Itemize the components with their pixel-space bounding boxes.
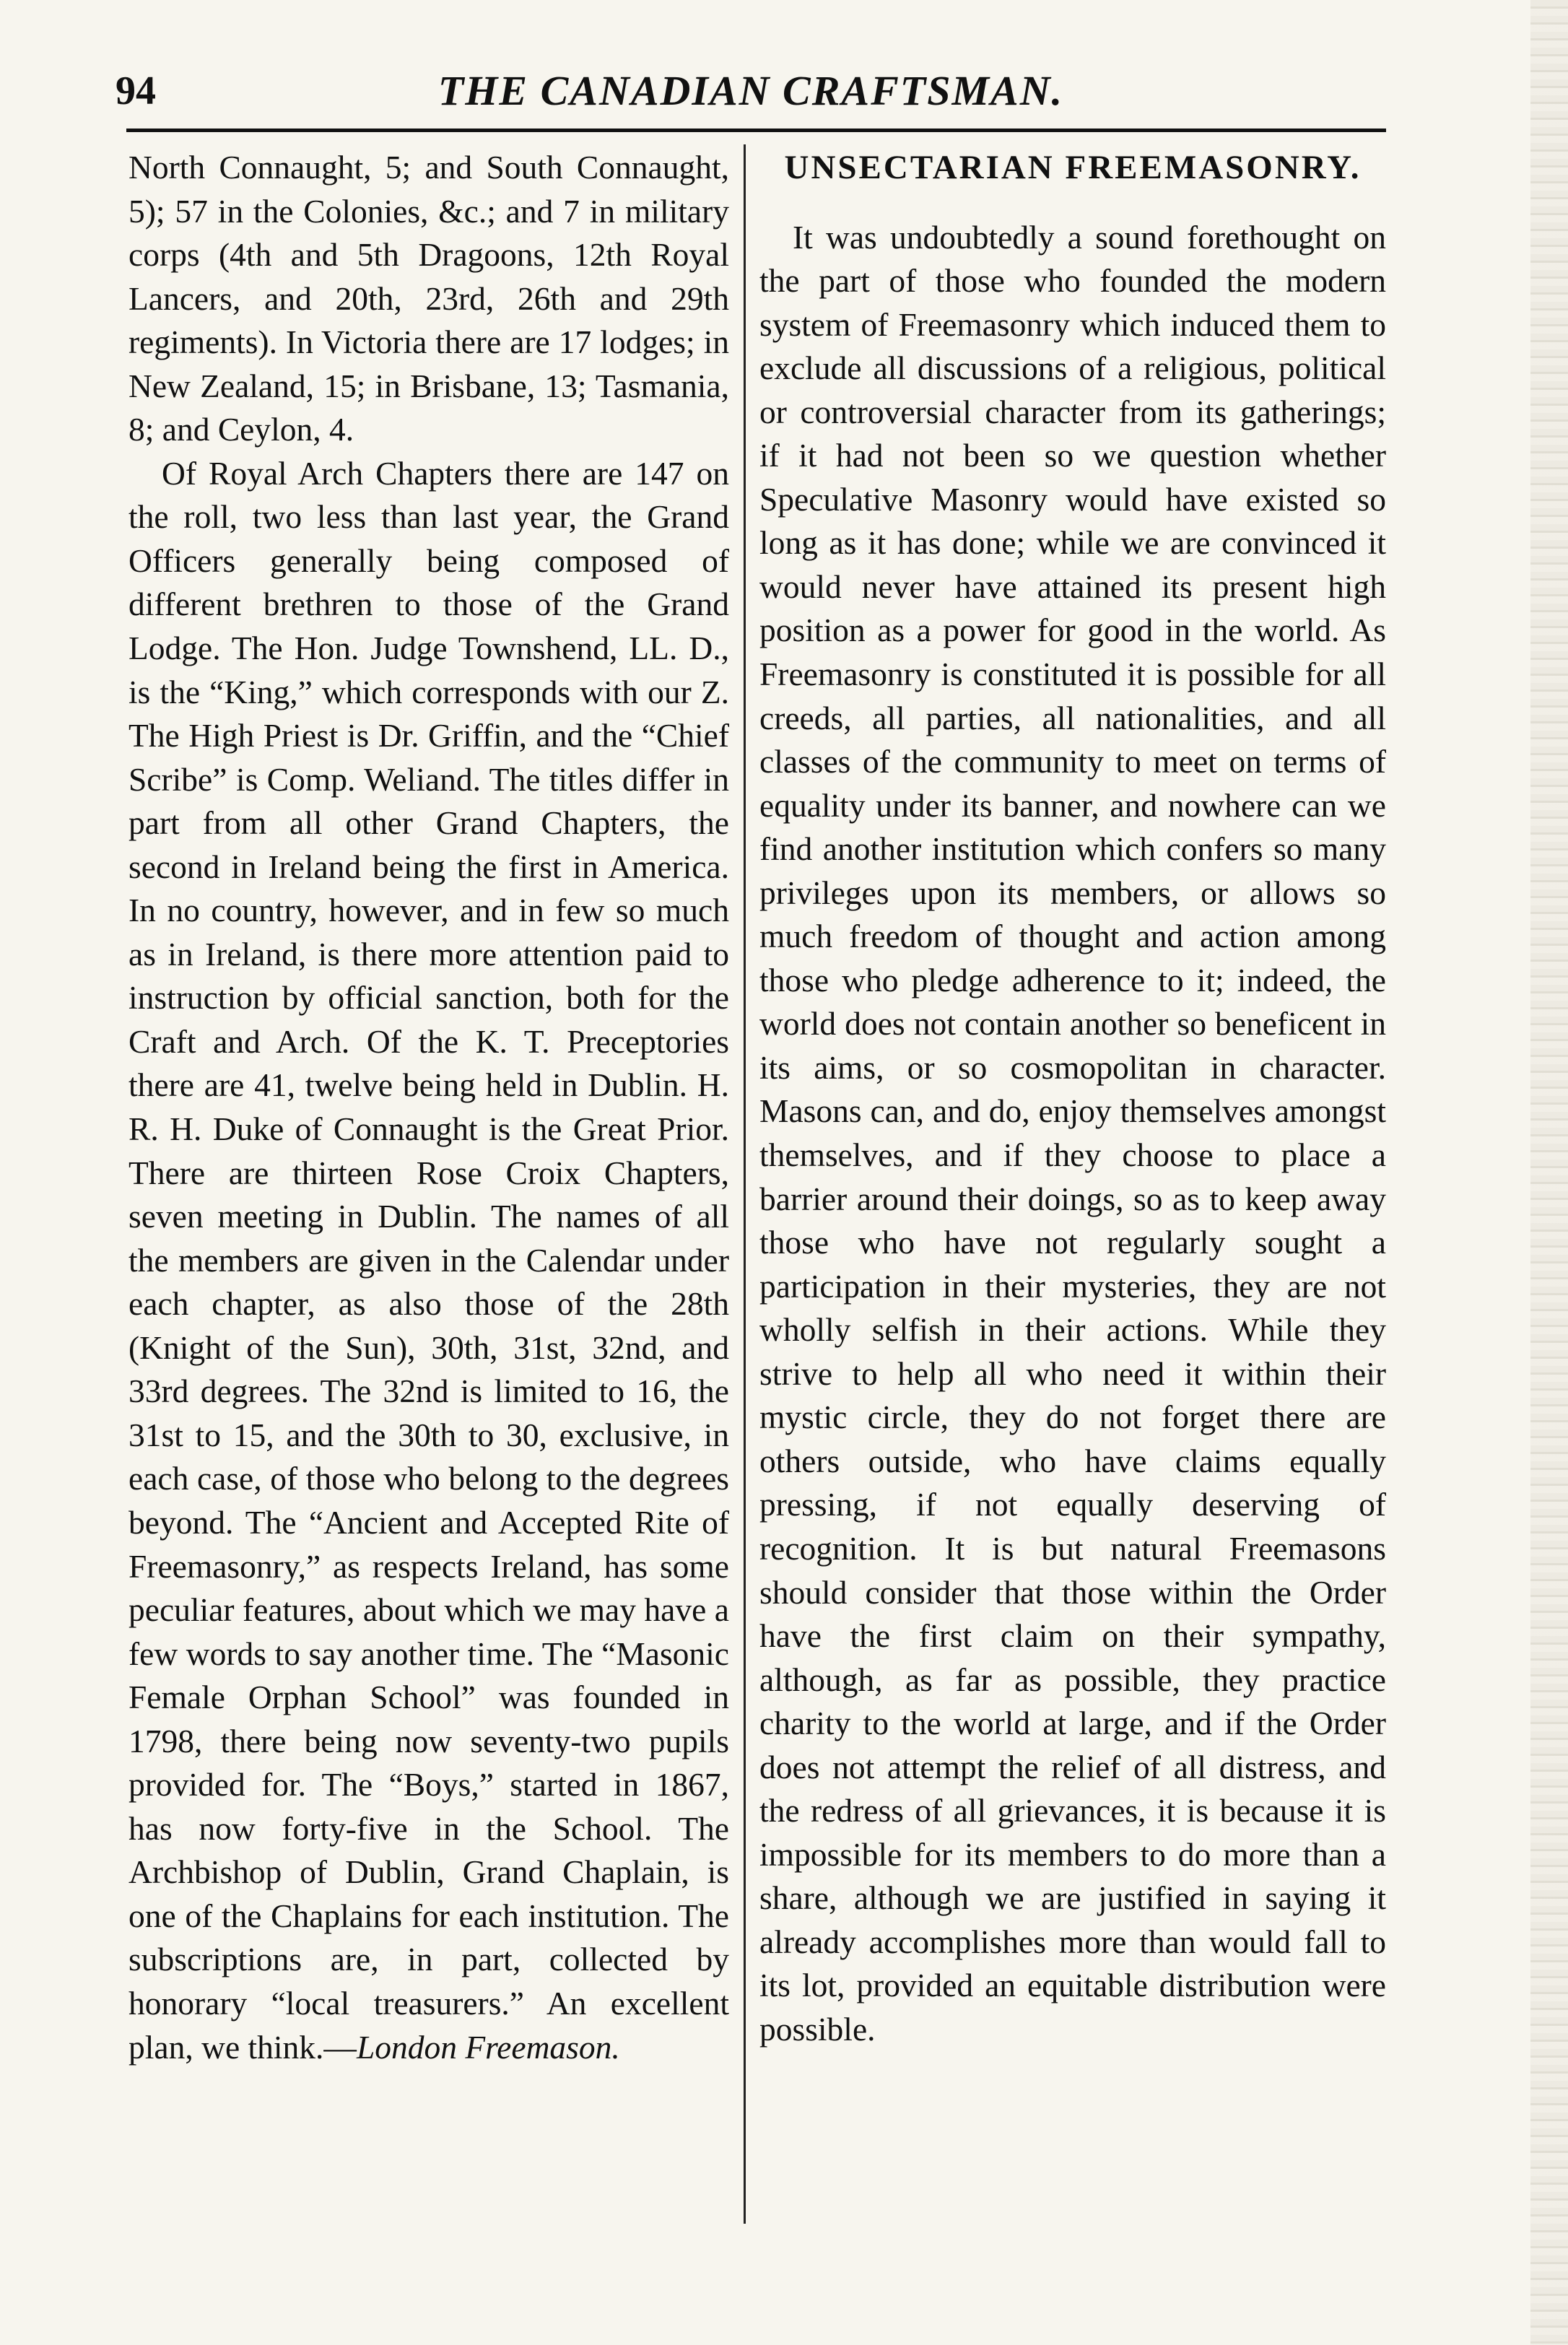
source-attribution: London Freemason. — [356, 2028, 620, 2066]
scan-edge — [1530, 0, 1568, 2345]
left-column — [129, 146, 729, 2069]
royal-arch-text: Of Royal Arch Chapters there are 147 on the roll, two less than last year, the Grand Officers generally being composed of different brethren to those of the Grand Lodge. The Hon. Judge Townshend, LL. D., is the “King,” which corresponds with our Z. The High Priest is Dr. Griffin, and the “Chief Scribe” is Comp. Weliand. The titles differ in part from all other Grand Chapters, the second in Ireland being the first in America. In no country, however, and in few so much as in Ireland, is there more attention paid to instruction by official sanction, both for the Craft and Arch. Of the K. T. Preceptories there are 41, twelve being held in Dublin. H. R. H. Duke of Connaught is the Great Prior. There are thirteen Rose Croix Chapters, seven meeting in Dublin. The names of all the members are given in the Calendar under each chapter, as also those of the 28th (Knight of the Sun), 30th, 31st, 32nd, and 33rd degrees. The 32nd is limited to 16, the 31st to 15, and the 30th to 30, exclusive, in each case, of those who belong to the degrees beyond. The “Ancient and Accepted Rite of Freemasonry,” as respects Ireland, has some peculiar features, about which we may have a few words to say another time. The “Masonic Female Orphan School” was founded in 1798, there being now seventy-two pupils provided for. The “Boys,” started in 1867, has now forty-five in the School. The Archbishop of Dublin, Grand Chaplain, is one of the Chaplains for each institution. The subscriptions are, in part, collected by honorary “local treasurers.” An excellent plan, we think.— — [129, 454, 729, 2066]
royal-arch-paragraph — [129, 452, 729, 2069]
page-number: 94 — [116, 69, 156, 113]
right-column — [759, 146, 1386, 2052]
header-rule — [126, 129, 1386, 132]
journal-title: THE CANADIAN CRAFTSMAN. — [437, 67, 1064, 114]
article-heading: UNSECTARIAN FREEMASONRY. — [784, 149, 1362, 186]
page-header — [116, 64, 1386, 129]
article-paragraph: It was undoubtedly a sound forethought on the part of those who founded the modern system of Freemasonry which induced them to exclude all discussions of a religious, political or controversial character from its gatherings; if it had not been so we question whether Speculative Masonry would have existed so long as it has done; while we are convinced it would never have attained its present high position as a power for good in the world. As Freemasonry is constituted it is possible for all creeds, all parties, all nationalities, and all classes of the community to meet on terms of equality under its banner, and nowhere can we find another institution which confers so many privileges upon its members, or allows so much freedom of thought and action among those who pledge adherence to it; indeed, the world does not contain another so beneficent in its aims, or so cosmopolitan in character. Masons can, and do, enjoy themselves amongst themselves, and if they choose to place a barrier around their doings, so as to keep away those who have not regularly sought a participation in their mysteries, they are not wholly selfish in their actions. While they strive to help all who need it within their mystic circle, they do not forget there are others outside, who have claims equally pressing, if not equally deserving of recognition. It is but natural Freemasons should consider that those within the Order have the first claim on their sympathy, although, as far as possible, they practice charity to the world at large, and if the Order does not attempt the relief of all distress, and the redress of all grievances, it is because it is impossible for its members to do more than a share, although we are justified in saying it already accomplishes more than would fall to its lot, provided an equitable distribution were possible. — [759, 218, 1386, 2048]
column-divider — [744, 144, 746, 2224]
continued-paragraph: North Connaught, 5; and South Connaught, 5); 57 in the Colonies, &c.; and 7 in military corps (4th and 5th Dragoons, 12th Royal Lancers, and 20th, 23rd, 26th and 29th regiments). In Victoria there are 17 lodges; in New Zealand, 15; in Brisbane, 13; Tasmania, 8; and Ceylon, 4. — [129, 149, 729, 448]
